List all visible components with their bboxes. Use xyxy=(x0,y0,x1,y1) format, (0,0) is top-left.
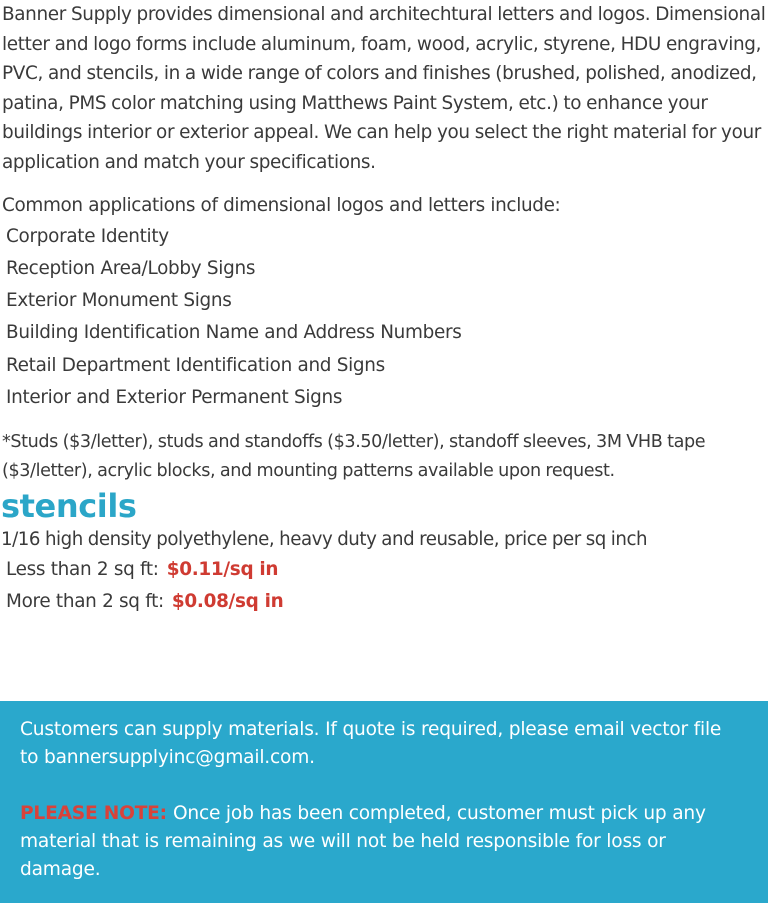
price-label: Less than 2 sq ft: xyxy=(6,559,159,581)
stencils-title: stencils xyxy=(1,487,137,526)
list-item: Exterior Monument Signs xyxy=(6,290,232,312)
studs-note: *Studs ($3/letter), studs and standoffs ($3.50/letter), standoff sleeves, 3M VHB tape ($3/letter), acrylic blocks, and mounting patterns available upon request. xyxy=(2,432,706,482)
applications-heading: Common applications of dimensional logos and letters include: xyxy=(2,195,561,216)
list-item: Retail Department Identification and Signs xyxy=(6,354,385,376)
stencils-description: 1/16 high density polyethylene, heavy duty and reusable, price per sq inch xyxy=(1,529,648,551)
price-value: $0.11/sq in xyxy=(166,559,279,581)
supply-text: Customers can supply materials. If quote is required, please email vector file to bannersupplyinc@gmail.com. xyxy=(20,719,722,768)
info-box xyxy=(0,701,768,903)
intro-paragraph: Banner Supply provides dimensional and architechtural letters and logos. Dimensional letter and logo forms include aluminum, foam, wood, acrylic, styrene, HDU engraving, PVC, and stencils, in a wide range of colors and finishes (brushed, polished, anodized, patina, PMS color matching using Matthews Paint System, etc.) to enhance your buildings interior or exterior appeal. We can help you select the right material for your application and match your specifications. xyxy=(2,4,766,173)
list-item: Interior and Exterior Permanent Signs xyxy=(6,386,343,408)
list-item: Reception Area/Lobby Signs xyxy=(6,257,256,279)
note-text: Once job has been completed, customer must pick up any material that is remaining as we will not be held responsible for loss or damage. xyxy=(20,803,706,880)
list-item: Building Identification Name and Address Numbers xyxy=(6,322,462,344)
price-value: $0.08/sq in xyxy=(171,591,284,613)
price-label: More than 2 sq ft: xyxy=(6,591,164,613)
price-row-small xyxy=(0,554,768,586)
applications-list xyxy=(0,221,768,415)
price-row-large xyxy=(0,586,768,618)
note-label: PLEASE NOTE: xyxy=(20,803,167,824)
please-note xyxy=(20,800,744,884)
list-item: Corporate Identity xyxy=(6,225,169,247)
